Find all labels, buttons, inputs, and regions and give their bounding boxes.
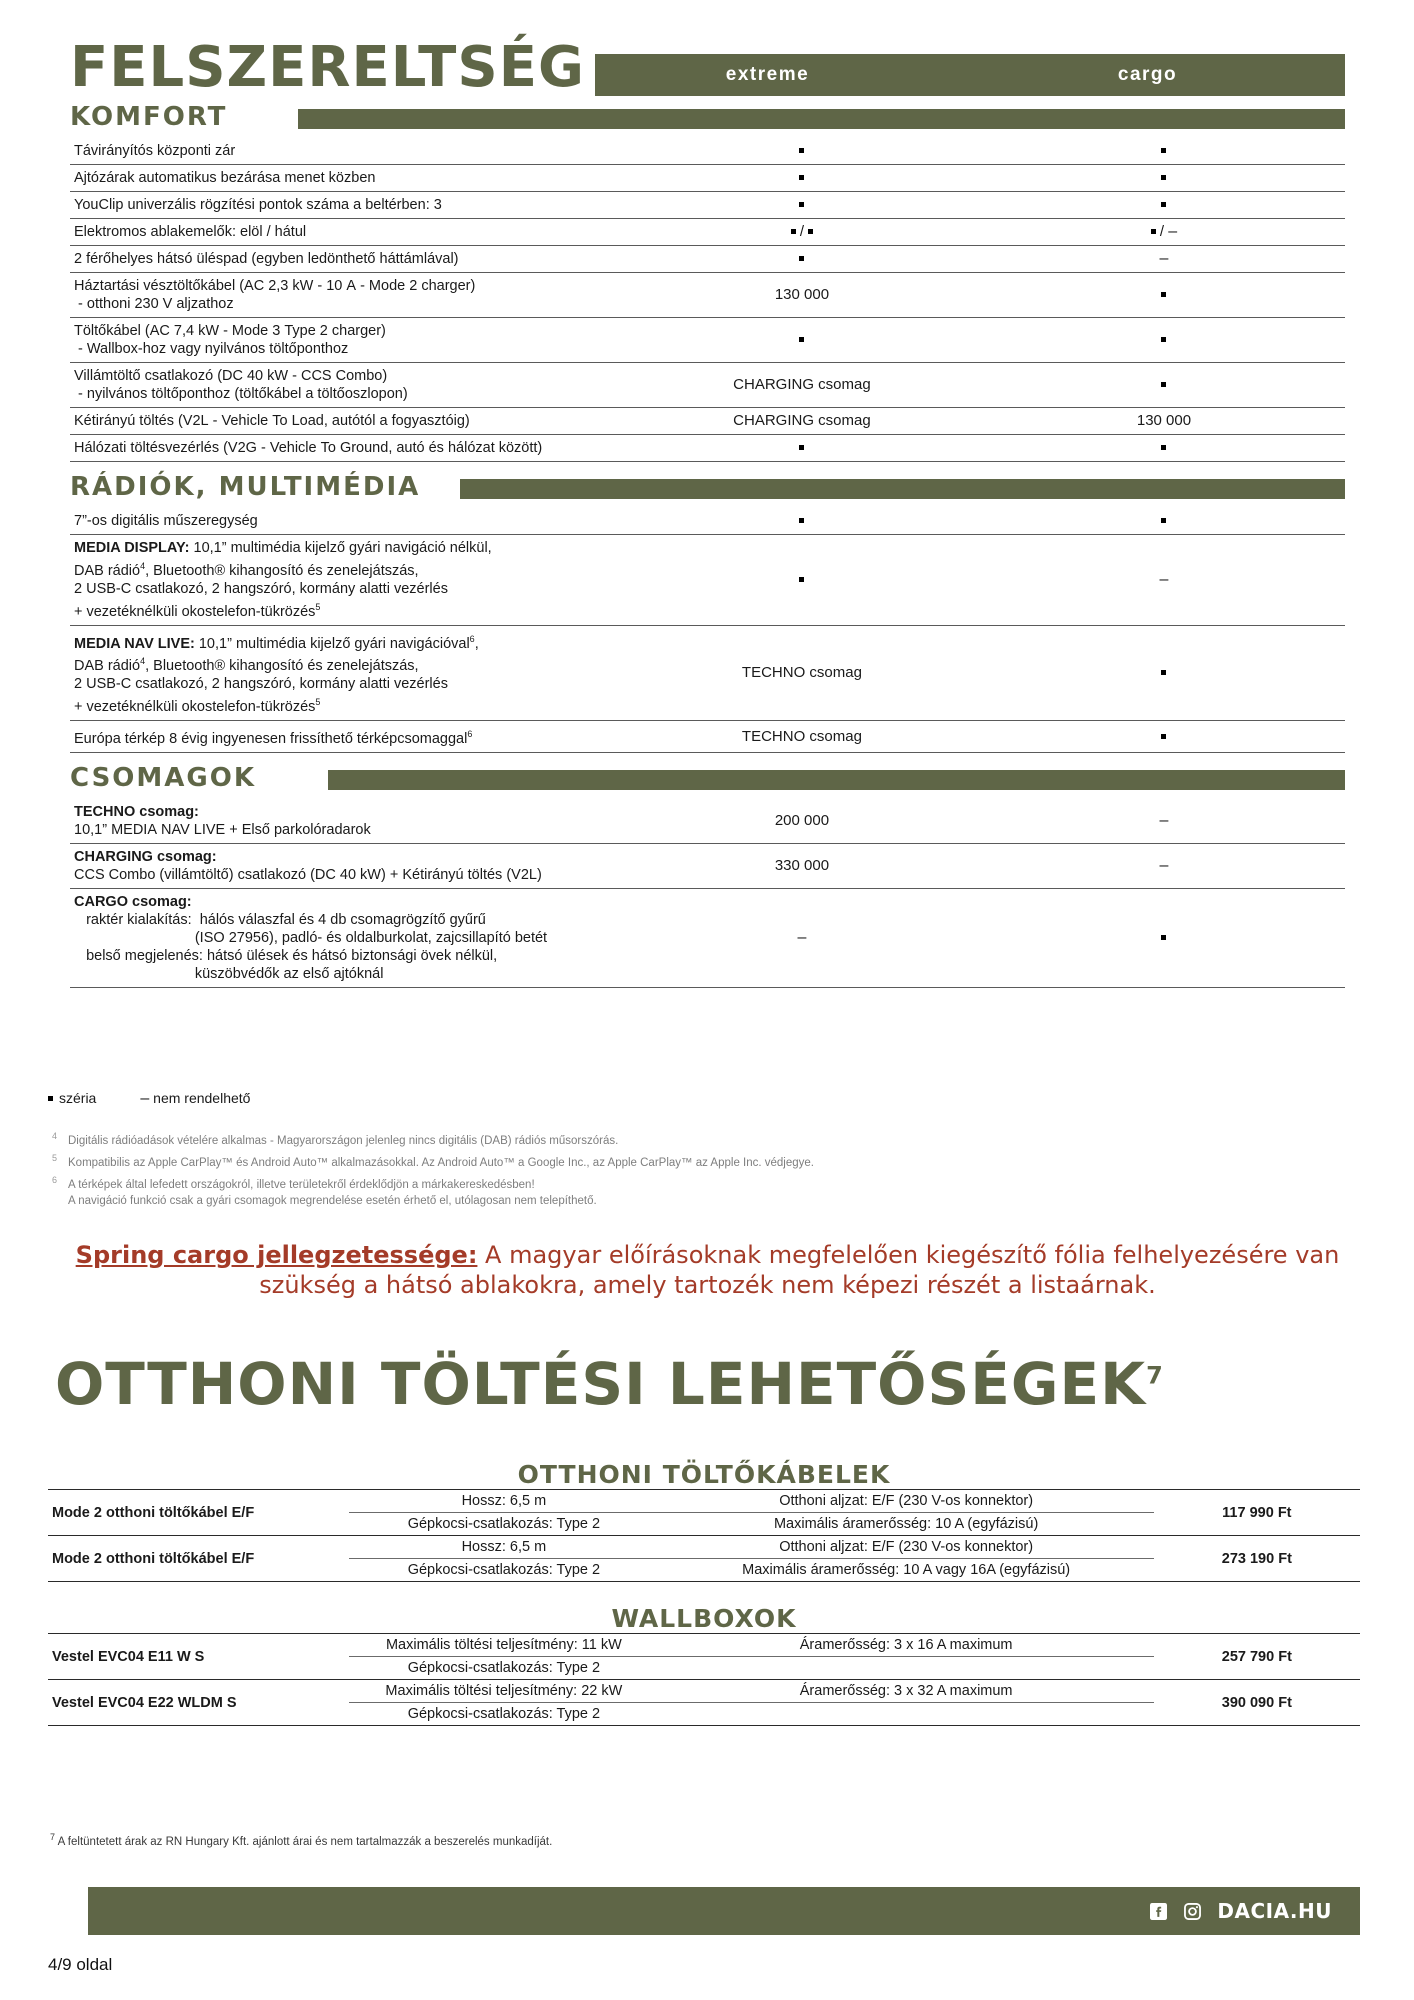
price: 390 090 Ft: [1154, 1680, 1360, 1726]
table-row: [70, 246, 1345, 273]
spec-primary: Gépkocsi-csatlakozás: Type 2: [349, 1703, 658, 1726]
product-name: Mode 2 otthoni töltőkábel E/F: [48, 1536, 349, 1582]
value-extreme: [621, 888, 983, 987]
group-band: [460, 479, 1345, 499]
instagram-icon[interactable]: [1184, 1889, 1201, 1937]
bullet-icon: [1161, 292, 1166, 297]
feature-label: Európa térkép 8 évig ingyenesen frissíthető térképcsomaggal$^6$: [70, 721, 621, 753]
spec-secondary: [659, 1657, 1154, 1680]
feature-label: CHARGING csomag: CCS Combo (villámtöltő) csatlakozó (DC 40 kW) + Kétirányú töltés (V2L): [70, 843, 621, 888]
table-row: [70, 508, 1345, 535]
group-label: RÁDIÓK, MULTIMÉDIA: [70, 472, 421, 502]
footnotes: [52, 1128, 1352, 1210]
table-row: [70, 721, 1345, 753]
value-cargo: [983, 843, 1345, 888]
table-row: [70, 888, 1345, 987]
facebook-icon[interactable]: [1150, 1889, 1167, 1937]
legend-dash-icon: –: [140, 1090, 150, 1107]
value-extreme: [621, 192, 983, 219]
table-row: [70, 192, 1345, 219]
table-row: [48, 1536, 1360, 1559]
dash-icon: –: [1159, 570, 1169, 588]
dash-icon: –: [1159, 811, 1169, 829]
table-row: [70, 138, 1345, 165]
legend: [48, 1090, 250, 1107]
feature-label: CARGO csomag: raktér kialakítás: hálós válaszfal és 4 db csomagrögzítő gyűrű (ISO 27956), padló- és oldalburkolat, zajcsillapító betét belső megjelenés: hátsó ülések és hátsó biztonsági övek nélkül, küszöbvédők az első ajtóknál: [70, 888, 621, 987]
bullet-icon: [1161, 382, 1166, 387]
value-cargo: [983, 192, 1345, 219]
value-cargo: [983, 435, 1345, 462]
feature-label: Villámtöltő csatlakozó (DC 40 kW - CCS Combo) - nyilvános töltőponthoz (töltőkábel a töltőoszlopon): [70, 363, 621, 408]
page-title: FELSZERELTSÉG: [70, 35, 585, 100]
home-charging-title: [55, 1350, 1164, 1418]
cables-heading: OTTHONI TÖLTŐKÁBELEK: [517, 1460, 891, 1489]
value-cargo: [983, 888, 1345, 987]
legend-dot-icon: [48, 1096, 53, 1101]
spec-secondary: Maximális áramerősség: 10 A vagy 16A (egyfázisú): [659, 1559, 1154, 1582]
value-extreme: 330 000: [621, 843, 983, 888]
group-band: [328, 770, 1345, 790]
bullet-icon: [1161, 518, 1166, 523]
table-row: [70, 219, 1345, 246]
home-charging-title-text: OTTHONI TÖLTÉSI LEHETŐSÉGEK: [55, 1350, 1147, 1418]
spec-secondary: Áramerősség: 3 x 32 A maximum: [659, 1680, 1154, 1703]
spec-secondary: Otthoni aljzat: E/F (230 V-os konnektor): [659, 1490, 1154, 1513]
table-row: [70, 535, 1345, 626]
bullet-icon: [799, 445, 804, 450]
product-name: Mode 2 otthoni töltőkábel E/F: [48, 1490, 349, 1536]
feature-label: MEDIA DISPLAY: 10,1” multimédia kijelző gyári navigáció nélkül, DAB rádió$^4$, Bluetooth® kihangosító és zenelejátszás, 2 USB-C csatlakozó, 2 hangszóró, kormány alatti vezérlés + vezetéknélküli okostelefon-tükrözés$^5$: [70, 535, 621, 626]
table-row: [70, 625, 1345, 720]
footnote-7-mark: 7: [50, 1832, 56, 1842]
price: 273 190 Ft: [1154, 1536, 1360, 1582]
bullet-icon: [799, 175, 804, 180]
legend-na-label: nem rendelhető: [153, 1090, 251, 1106]
bullet-icon: [1161, 445, 1166, 450]
feature-label: Háztartási vésztöltőkábel (AC 2,3 kW - 10 A - Mode 2 charger) - otthoni 230 V aljzathoz: [70, 273, 621, 318]
spring-cargo-note-text: A magyar előírásoknak megfelelően kiegészítő fólia felhelyezésére van szükség a hátsó ablakokra, amely tartozék nem képezi részét a listaárnak.: [259, 1241, 1340, 1299]
footer-bar: [88, 1887, 1360, 1935]
value-cargo: 130 000: [983, 408, 1345, 435]
bullet-icon: [799, 518, 804, 523]
feature-label: Hálózati töltésvezérlés (V2G - Vehicle To Ground, autó és hálózat között): [70, 435, 621, 462]
wallboxes-heading: WALLBOXOK: [611, 1604, 797, 1633]
feature-label: YouClip univerzális rögzítési pontok száma a beltérben: 3: [70, 192, 621, 219]
value-cargo: [983, 799, 1345, 844]
footer-site-label[interactable]: DACIA.HU: [1217, 1899, 1332, 1923]
value-extreme: [621, 165, 983, 192]
value-extreme: 130 000: [621, 273, 983, 318]
table-row: [48, 1634, 1360, 1657]
bullet-icon: [1161, 734, 1166, 739]
spec-secondary: [659, 1703, 1154, 1726]
feature-label: Elektromos ablakemelők: elöl / hátul: [70, 219, 621, 246]
feature-label: 2 férőhelyes hátsó üléspad (egyben ledönthető háttámlával): [70, 246, 621, 273]
table-row: [70, 273, 1345, 318]
feature-label: Töltőkábel (AC 7,4 kW - Mode 3 Type 2 charger) - Wallbox-hoz vagy nyilvános töltőponthoz: [70, 318, 621, 363]
bullet-icon: [799, 337, 804, 342]
spec-primary: Maximális töltési teljesítmény: 11 kW: [349, 1634, 658, 1657]
spec-primary: Maximális töltési teljesítmény: 22 kW: [349, 1680, 658, 1703]
dash-icon: –: [1159, 856, 1169, 874]
legend-series-label: széria: [59, 1090, 97, 1106]
feature-label: TECHNO csomag: 10,1” MEDIA NAV LIVE + Első parkolóradarok: [70, 799, 621, 844]
feature-label: Távirányítós központi zár: [70, 138, 621, 165]
value-cargo: [983, 165, 1345, 192]
value-cargo: [983, 318, 1345, 363]
value-cargo: [983, 535, 1345, 626]
value-extreme: TECHNO csomag: [621, 625, 983, 720]
value-extreme: 200 000: [621, 799, 983, 844]
table-row: [70, 165, 1345, 192]
footnote: $^6$ A térképek által lefedett országokról, illetve területekről érdeklődjön a márkakereskedésben!: [52, 1174, 535, 1191]
value-extreme: [621, 508, 983, 535]
bullet-icon: [799, 577, 804, 582]
bullet-icon: [1161, 670, 1166, 675]
value-cargo: [983, 246, 1345, 273]
bullet-icon: [1161, 935, 1166, 940]
feature-label: Kétirányú töltés (V2L - Vehicle To Load, autótól a fogyasztóig): [70, 408, 621, 435]
table-row: [70, 435, 1345, 462]
value-cargo: [983, 363, 1345, 408]
packages-table: [70, 799, 1345, 988]
dash-icon: –: [797, 928, 807, 946]
footnote: $^5$ Kompatibilis az Apple CarPlay™ és Android Auto™ alkalmazásokkal. Az Android Auto™ a Google Inc., az Apple CarPlay™ az Apple Inc. védjegye.: [52, 1152, 814, 1169]
group-header-radio: [70, 470, 1345, 508]
value-cargo: [983, 625, 1345, 720]
group-header-packages: [70, 761, 1345, 799]
value-extreme: [621, 535, 983, 626]
value-cargo: [983, 721, 1345, 753]
page-number: 4/9 oldal: [48, 1955, 113, 1974]
value-extreme: CHARGING csomag: [621, 363, 983, 408]
column-header-cargo: cargo: [1117, 64, 1178, 85]
charging-tables: [48, 1460, 1360, 1726]
price: 117 990 Ft: [1154, 1490, 1360, 1536]
equipment-section: [70, 35, 1345, 988]
column-header-extreme: extreme: [725, 64, 810, 85]
value-extreme: TECHNO csomag: [621, 721, 983, 753]
table-row: [70, 363, 1345, 408]
footer-links[interactable]: [1150, 1887, 1332, 1935]
value-extreme: /: [621, 219, 983, 246]
feature-label: Ajtózárak automatikus bezárása menet közben: [70, 165, 621, 192]
bullet-icon: [799, 202, 804, 207]
value-cargo: [983, 138, 1345, 165]
value-cargo: [983, 273, 1345, 318]
bullet-icon: [799, 148, 804, 153]
cables-table: [48, 1489, 1360, 1582]
table-row: [70, 799, 1345, 844]
table-row: [48, 1490, 1360, 1513]
spec-primary: Gépkocsi-csatlakozás: Type 2: [349, 1657, 658, 1680]
spec-primary: Hossz: 6,5 m: [349, 1490, 658, 1513]
spec-primary: Gépkocsi-csatlakozás: Type 2: [349, 1559, 658, 1582]
bullet-icon: [799, 256, 804, 261]
wallboxes-table: [48, 1633, 1360, 1726]
value-extreme: [621, 138, 983, 165]
home-charging-title-sup: 7: [1146, 1361, 1164, 1390]
group-label: CSOMAGOK: [70, 762, 256, 793]
group-label: KOMFORT: [70, 102, 228, 132]
value-extreme: CHARGING csomag: [621, 408, 983, 435]
footnote-7: [50, 1832, 552, 1848]
price: 257 790 Ft: [1154, 1634, 1360, 1680]
bullet-icon: [1161, 202, 1166, 207]
value-extreme: [621, 318, 983, 363]
spec-primary: Gépkocsi-csatlakozás: Type 2: [349, 1513, 658, 1536]
product-name: Vestel EVC04 E11 W S: [48, 1634, 349, 1680]
spec-primary: Hossz: 6,5 m: [349, 1536, 658, 1559]
product-name: Vestel EVC04 E22 WLDM S: [48, 1680, 349, 1726]
table-header: [70, 35, 1345, 100]
value-extreme: [621, 246, 983, 273]
spec-secondary: Otthoni aljzat: E/F (230 V-os konnektor): [659, 1536, 1154, 1559]
group-band: [298, 109, 1345, 129]
feature-label: MEDIA NAV LIVE: 10,1” multimédia kijelző gyári navigációval$^6$, DAB rádió$^4$, Bluetooth® kihangosító és zenelejátszás, 2 USB-C csatlakozó, 2 hangszóró, kormány alatti vezérlés + vezetéknélküli okostelefon-tükrözés$^5$: [70, 625, 621, 720]
value-extreme: [621, 435, 983, 462]
dash-icon: –: [1159, 250, 1169, 267]
table-row: [70, 318, 1345, 363]
bullet-icon: [1161, 175, 1166, 180]
table-row: [48, 1680, 1360, 1703]
group-header-komfort: [70, 100, 1345, 138]
footnote-7-text: A feltüntetett árak az RN Hungary Kft. ajánlott árai és nem tartalmazzák a beszerelés munkadíját.: [55, 1835, 553, 1848]
bullet-icon: [1161, 148, 1166, 153]
spec-secondary: Áramerősség: 3 x 16 A maximum: [659, 1634, 1154, 1657]
spring-cargo-note: [55, 1240, 1360, 1300]
table-row: [70, 843, 1345, 888]
value-cargo: [983, 508, 1345, 535]
value-cargo: / –: [983, 219, 1345, 246]
feature-label: 7”-os digitális műszeregység: [70, 508, 621, 535]
footnote: $^4$ Digitális rádióadások vételére alkalmas - Magyarországon jelenleg nincs digitális (DAB) rádiós műsorszórás.: [52, 1131, 619, 1147]
table-row: [70, 408, 1345, 435]
radio-table: [70, 508, 1345, 753]
bullet-icon: [1161, 337, 1166, 342]
komfort-table: [70, 138, 1345, 462]
spec-secondary: Maximális áramerősség: 10 A (egyfázisú): [659, 1513, 1154, 1536]
footnote-continuation: A navigáció funkció csak a gyári csomagok megrendelése esetén érhető el, utólagosan nem telepíthető.: [68, 1195, 597, 1208]
spring-cargo-note-highlight: Spring cargo jellegzetessége:: [75, 1241, 478, 1269]
